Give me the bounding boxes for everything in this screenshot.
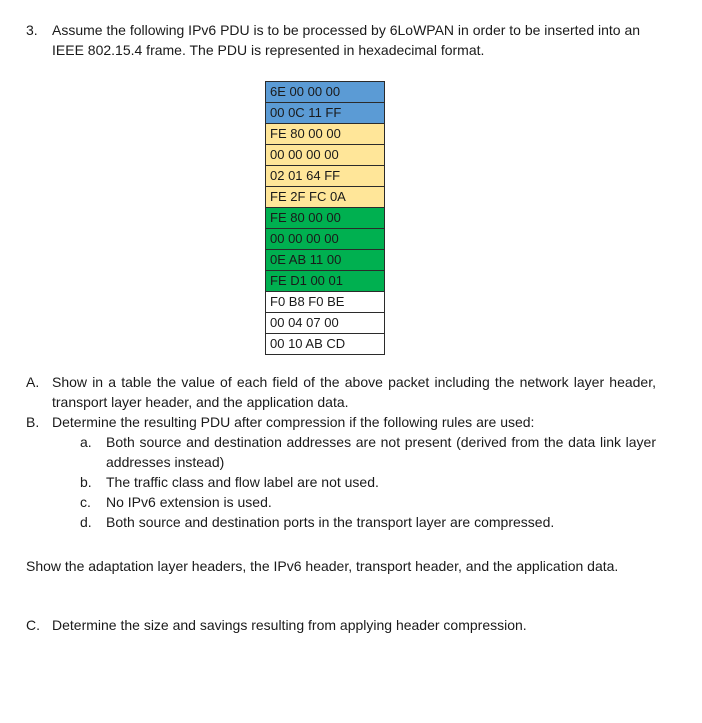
pdu-row-10: FE D1 00 01	[266, 271, 385, 292]
part-b-text: Determine the resulting PDU after compression if the following rules are used:	[52, 414, 535, 430]
rule-c-text: No IPv6 extension is used.	[106, 494, 272, 510]
part-a-text: Show in a table the value of each field of the above packet including the network layer header, transport layer header, and the application data.	[52, 374, 656, 410]
rule-a-text: Both source and destination addresses are not present (derived from the data link layer addresses instead)	[106, 434, 656, 470]
part-c	[26, 615, 646, 635]
rule-a	[26, 432, 656, 472]
pdu-hex-table	[265, 81, 385, 355]
question-intro: Assume the following IPv6 PDU is to be processed by 6LoWPAN in order to be inserted into an IEEE 802.15.4 frame. The PDU is represented in hexadecimal format.	[52, 22, 641, 58]
pdu-row-12: 00 04 07 00	[266, 313, 385, 334]
rule-a-label: a.	[80, 434, 92, 450]
question-number: 3.	[26, 22, 38, 38]
pdu-row-5: 02 01 64 FF	[266, 166, 385, 187]
part-b-followup: Show the adaptation layer headers, the IPv6 header, transport header, and the application data.	[26, 558, 619, 574]
rule-d-label: d.	[80, 514, 92, 530]
rule-b	[26, 472, 656, 492]
pdu-row-6: FE 2F FC 0A	[266, 187, 385, 208]
rule-c-label: c.	[80, 494, 91, 510]
pdu-row-9: 0E AB 11 00	[266, 250, 385, 271]
rule-b-text: The traffic class and flow label are not used.	[106, 474, 379, 490]
pdu-row-3: FE 80 00 00	[266, 124, 385, 145]
rule-d-text: Both source and destination ports in the transport layer are compressed.	[106, 514, 555, 530]
part-c-label: C.	[26, 617, 40, 633]
pdu-row-11: F0 B8 F0 BE	[266, 292, 385, 313]
pdu-row-4: 00 00 00 00	[266, 145, 385, 166]
part-b-label: B.	[26, 414, 40, 430]
pdu-row-1: 6E 00 00 00	[266, 82, 385, 103]
question-parts	[26, 372, 656, 532]
pdu-row-8: 00 00 00 00	[266, 229, 385, 250]
rule-c	[26, 492, 656, 512]
rule-b-label: b.	[80, 474, 92, 490]
rule-d	[26, 512, 656, 532]
pdu-row-2: 00 0C 11 FF	[266, 103, 385, 124]
question-3	[26, 20, 666, 60]
pdu-row-13: 00 10 AB CD	[266, 334, 385, 355]
part-c-text: Determine the size and savings resulting from applying header compression.	[52, 617, 527, 633]
part-a	[26, 372, 656, 412]
part-a-label: A.	[26, 374, 40, 390]
part-b	[26, 412, 656, 432]
pdu-row-7: FE 80 00 00	[266, 208, 385, 229]
